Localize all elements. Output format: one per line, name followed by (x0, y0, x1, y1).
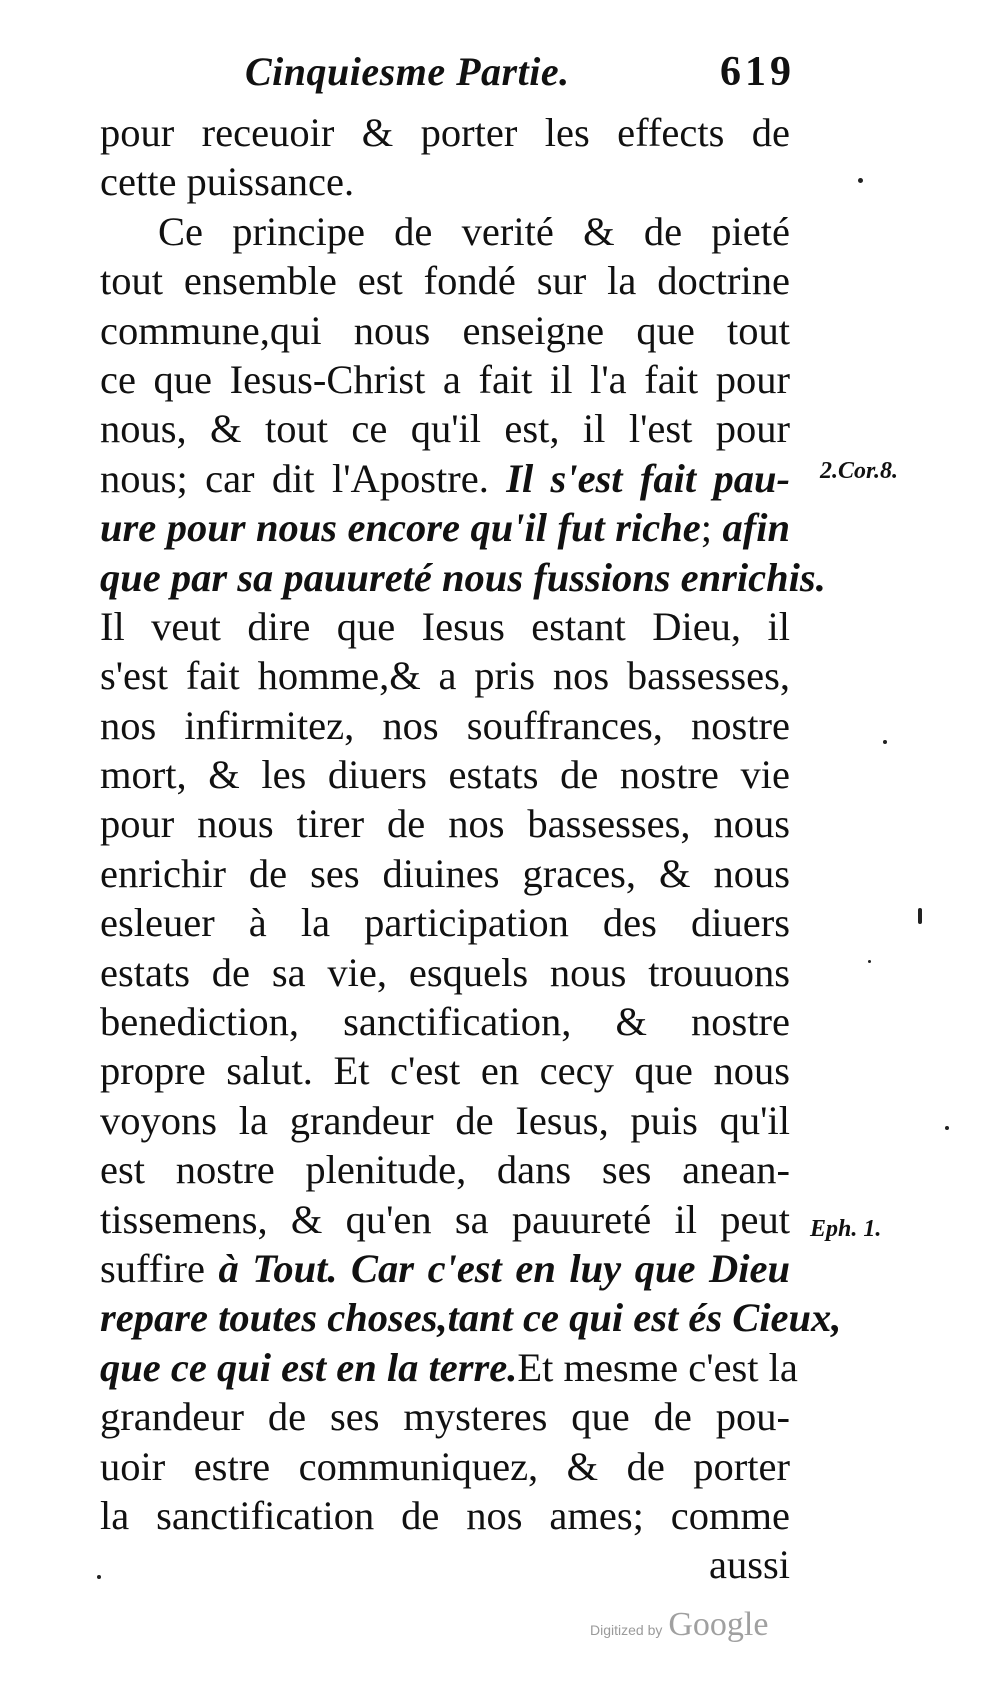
ink-speck (918, 908, 922, 924)
text-segment: Et mesme c'est la (517, 1344, 798, 1390)
marginal-note-cor: 2.Cor.8. (820, 458, 899, 484)
text-line: nos infirmitez, nos souffrances, nostre (100, 702, 790, 748)
text-line: uoir estre communiquez, & de porter (100, 1443, 790, 1489)
ink-speck (945, 1126, 949, 1130)
italic-segment: ure pour nous encore qu'il fut riche (100, 505, 701, 551)
text-line: commune,qui nous enseigne que tout (100, 307, 790, 353)
italic-segment: que par sa pauureté nous fussions enrichis. (100, 554, 826, 600)
text-line (100, 1293, 842, 1342)
digitized-by-label: Digitized by (590, 1622, 663, 1638)
ink-speck (858, 178, 863, 183)
ink-speck (97, 1575, 101, 1579)
text-line: aussi (709, 1542, 790, 1588)
italic-segment: afin (722, 505, 790, 551)
text-line: est nostre plenitude, dans ses anean- (100, 1147, 790, 1193)
text-line: pour receuoir & porter les effects de (100, 110, 790, 155)
text-line: grandeur de ses mysteres que de pou- (100, 1394, 790, 1440)
text-line: mort, & les diuers estats de nostre vie (100, 752, 790, 798)
text-line: enrichir de ses diuines graces, & nous (100, 850, 790, 896)
text-line (100, 1343, 798, 1392)
text-line (100, 1244, 790, 1293)
text-line (100, 553, 826, 602)
page-header (245, 48, 795, 108)
text-line: voyons la grandeur de Iesus, puis qu'il (100, 1097, 790, 1143)
page-number: 619 (720, 49, 795, 95)
text-line: Ce principe de verité & de pieté (158, 208, 790, 254)
google-logo-text: Google (668, 1606, 769, 1643)
text-line: Il veut dire que Iesus estant Dieu, il (100, 603, 790, 649)
text-line: benediction, sanctification, & nostre (100, 999, 790, 1045)
text-line: nous, & tout ce qu'il est, il l'est pour (100, 406, 790, 452)
italic-segment: repare toutes choses,tant ce qui est és Cieux, (100, 1295, 842, 1341)
body-text (100, 108, 842, 1590)
text-segment: ; (700, 505, 723, 551)
text-line (100, 503, 790, 552)
text-line: propre salut. Et c'est en cecy que nous (100, 1048, 790, 1094)
text-line: la sanctification de nos ames; comme (100, 1492, 790, 1538)
text-line: s'est fait homme,& a pris nos bassesses, (100, 653, 790, 699)
digitization-watermark (590, 1606, 768, 1644)
text-line: ce que Iesus-Christ a fait il l'a fait pour (100, 356, 790, 402)
ink-speck (868, 960, 871, 963)
text-line: esleuer à la participation des diuers (100, 900, 790, 946)
text-segment: nous; car dit l'Apostre. (100, 455, 507, 501)
text-line: tout ensemble est fondé sur la doctrine (100, 258, 790, 304)
marginal-note-eph: Eph. 1. (810, 1216, 882, 1242)
ink-speck (883, 740, 887, 744)
text-segment: suffire (100, 1245, 219, 1291)
italic-segment: Il s'est fait pau- (506, 455, 790, 501)
text-line: pour nous tirer de nos bassesses, nous (100, 801, 790, 847)
text-line: estats de sa vie, esquels nous trouuons (100, 949, 790, 995)
text-line (100, 454, 790, 503)
text-line: cette puissance. (100, 159, 355, 205)
italic-segment: à Tout. Car c'est en luy que Dieu (218, 1245, 790, 1291)
italic-segment: que ce qui est en la terre. (100, 1344, 518, 1390)
running-title: Cinquiesme Partie. (245, 49, 570, 94)
text-line: tissemens, & qu'en sa pauureté il peut (100, 1196, 790, 1242)
